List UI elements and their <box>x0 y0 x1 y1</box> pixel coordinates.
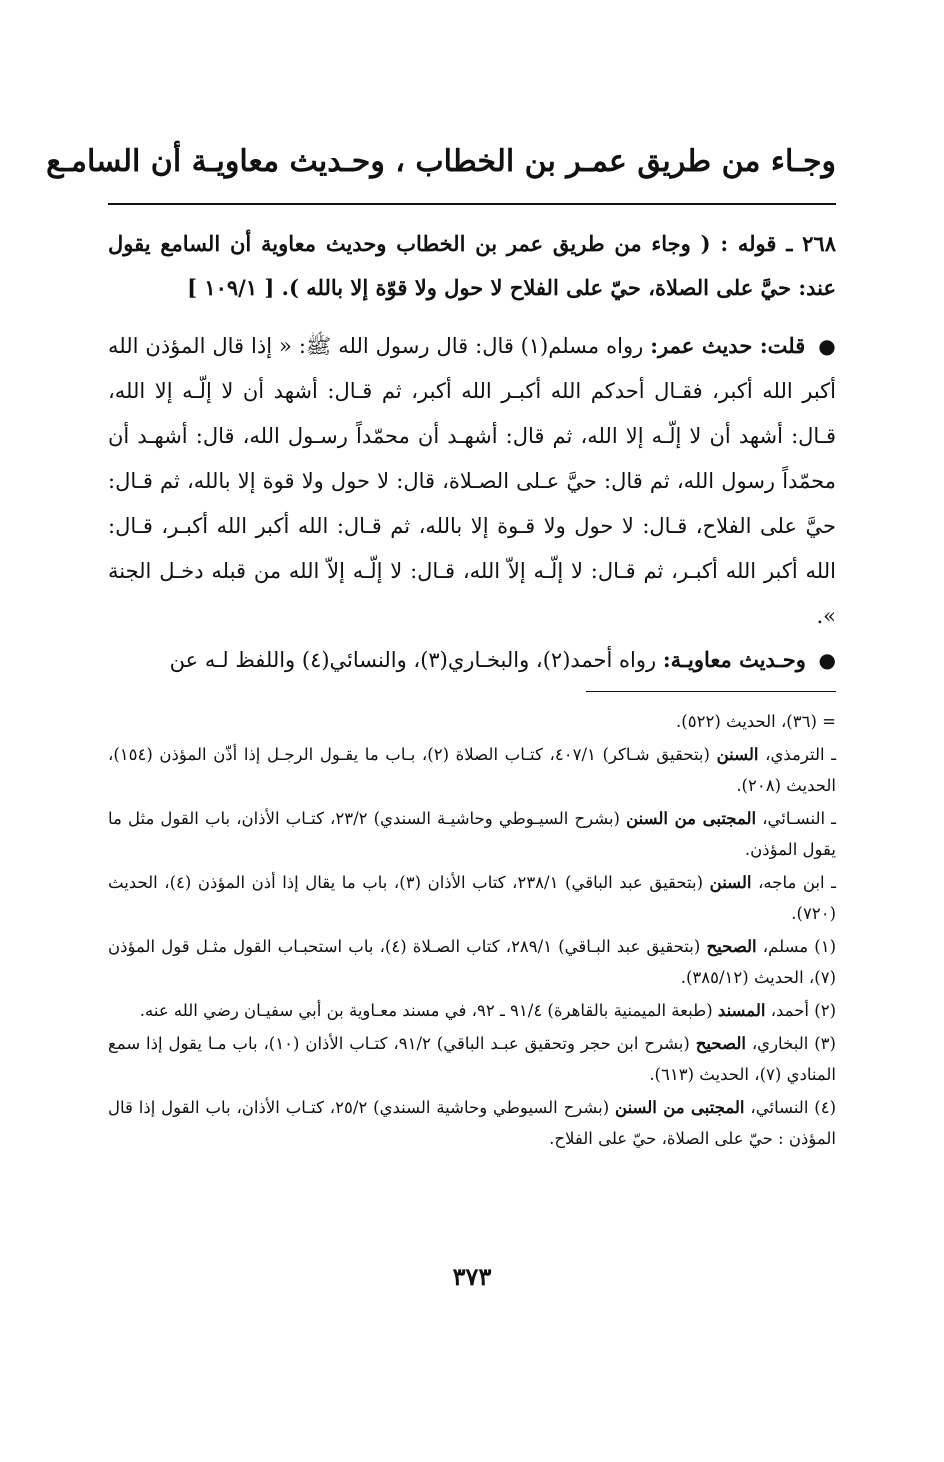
header-rule <box>108 203 836 205</box>
footnote-book-title: المجتبى من السنن <box>615 1098 745 1117</box>
footnote <box>108 739 836 801</box>
footnote-book-title: السنن <box>709 873 752 892</box>
footnote-lead: (٤) النسائي، <box>750 1098 837 1117</box>
footnote <box>108 867 836 929</box>
footnote <box>108 1028 836 1090</box>
entry-268 <box>108 222 836 310</box>
footnote-text: (طبعة الميمنية بالقاهرة) ٩١/٤ ـ ٩٢، في مسند معـاوية بن أبي سفيـان رضي الله عنه. <box>139 1001 713 1020</box>
footnote-lead: ـ الترمذي، <box>765 745 837 764</box>
bullet-icon: ● <box>818 648 836 672</box>
footnote <box>108 931 836 993</box>
footnote <box>108 706 836 737</box>
entry-text: ( وجاء من طريق عمر بن الخطاب وحديث معاوية أن السامع يقول عند: حيَّ على الصلاة، حيّ على الفلاح لا حول ولا قوّة إلا بالله ). [ ١٠٩/١ ] <box>108 231 836 300</box>
footnote-book-title: المجتبى من السنن <box>626 809 757 828</box>
footnote-lead: (٣) البخاري، <box>751 1034 836 1053</box>
footnote-lead: = <box>822 712 836 731</box>
footnote-text: (بتحقيق شـاكر) ٤٠٧/١، كتـاب الصلاة (٢)، بـاب ما يقـول الرجـل إذا أذّن المؤذن (١٥٤)، الحديث (٢٠٨). <box>108 745 836 795</box>
bullet-icon: ● <box>818 334 836 358</box>
running-head: وجـاء من طريق عمـر بن الخطاب ، وحـديث معاويـة أن السامـع <box>46 144 836 179</box>
footnote-book-title: السنن <box>716 745 759 764</box>
footnotes <box>108 706 836 1156</box>
paragraph-text: رواه مسلم(١) قال: قال رسول الله ﷺ: « إذا قال المؤذن الله أكبر الله أكبر، فقـال أحدكم الله أكبـر الله أكبر، ثم قـال: أشهد أن لا إلّـه إلا الله، قـال: أشهد أن لا إلّـه إلا الله، ثم قال: أشهـد أن محمّداً رسـول الله، قال: أشهـد أن محمّداً رسول الله، ثم قال: حيَّ عـلى الصـلاة، قال: لا حول ولا قوة إلا بالله، ثم قـال: حيَّ على الفلاح، قـال: لا حول ولا قـوة إلا بالله، ثم قـال: الله أكبر الله أكبـر، قـال: الله أكبر الله أكبـر، ثم قـال: لا إلّـه إلاّ الله، قـال: لا إلّـه إلاّ الله من قبله دخـل الجنة ». <box>108 334 836 628</box>
footnote-text: (بشرح السيوطي وحاشية السندي) ٢٥/٢، كتـاب الأذان، باب القول إذا قال المؤذن : حيّ على الصلاة، حيّ على الفلاح. <box>108 1098 836 1148</box>
paragraph-muawiya-hadith <box>108 637 836 683</box>
footnote-book-title: المسند <box>717 1001 766 1020</box>
paragraph-text: رواه أحمد(٢)، والبخـاري(٣)، والنسائي(٤) واللفظ لـه عن <box>169 648 657 672</box>
footnote-lead: ـ ابن ماجه، <box>758 873 836 892</box>
footnote-book-title: الصحيح <box>706 937 757 956</box>
paragraph-umar-hadith <box>108 323 836 639</box>
footnote-rule <box>586 691 836 692</box>
footnote <box>108 995 836 1026</box>
paragraph-lead: قلت: حديث عمر: <box>650 333 806 358</box>
footnote-book-title: الصحيح <box>695 1034 746 1053</box>
footnote-text: (بتحقيق عبد البـاقي) ٢٨٩/١، كتاب الصـلاة (٤)، باب استحبـاب القول مثـل قول المؤذن (٧)، الحديث (٣٨٥/١٢). <box>108 937 836 987</box>
footnote-text: (بشرح السيـوطي وحاشيـة السندي) ٢٣/٢، كتـاب الأذان، باب القول مثل ما يقول المؤذن. <box>108 809 836 859</box>
paragraph-lead: وحـديث معاويـة: <box>662 647 806 672</box>
footnote-lead: (١) مسلم، <box>762 937 837 956</box>
footnote <box>108 803 836 865</box>
footnote-text: (بشرح ابن حجر وتحقيق عبـد الباقي) ٩١/٢، كتـاب الأذان (١٠)، باب مـا يقول إذا سمع المنادي (٧)، الحديث (٦١٣). <box>108 1034 836 1084</box>
entry-lead: ٢٦٨ ـ قوله : <box>720 231 836 256</box>
footnote <box>108 1092 836 1154</box>
footnote-lead: ـ النسـائي، <box>762 809 836 828</box>
footnote-text: (بتحقيق عبد الباقي) ٢٣٨/١، كتاب الأذان (٣)، باب ما يقال إذا أذن المؤذن (٤)، الحديث (٧٢٠). <box>108 873 836 923</box>
footnote-lead: (٢) أحمد، <box>770 1001 836 1020</box>
footnote-text: (٣٦)، الحديث (٥٢٢). <box>676 712 817 731</box>
page-number: ٣٧٣ <box>452 1262 492 1291</box>
